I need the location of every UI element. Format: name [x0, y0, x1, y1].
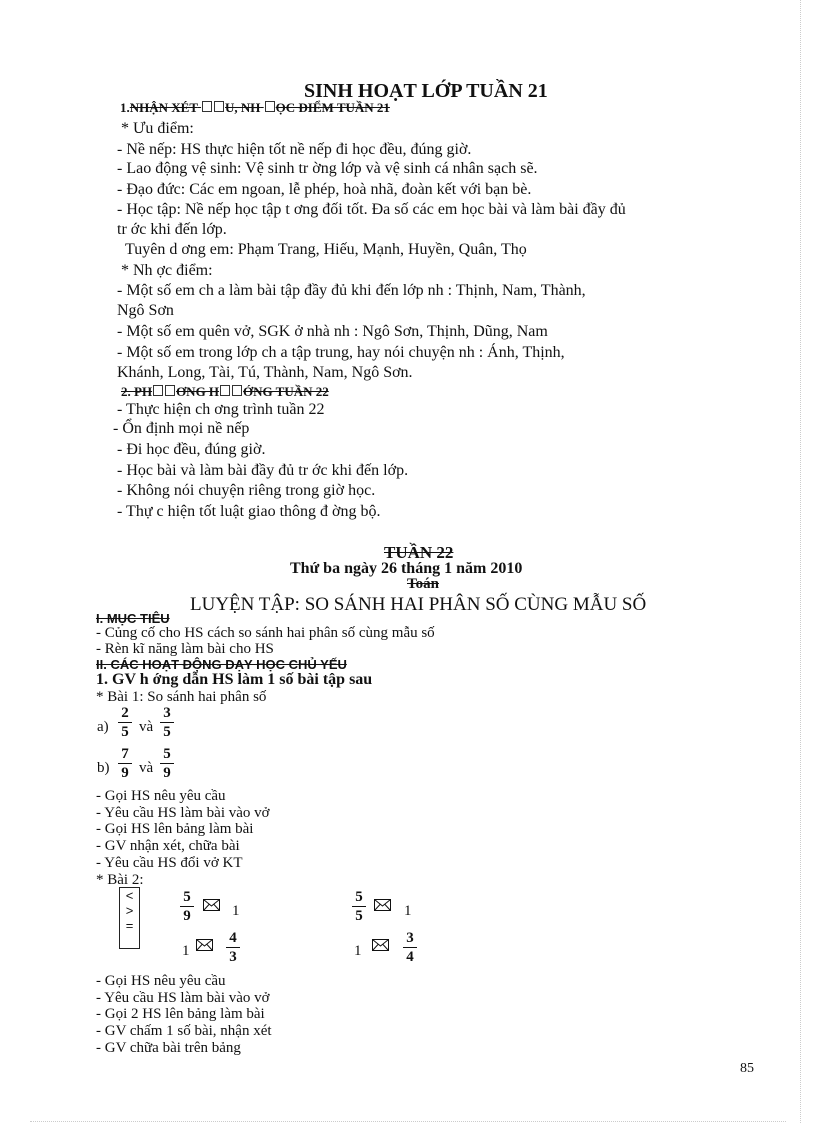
list-item: - Nề nếp: HS thực hiện tốt nề nếp đi học đều, đúng giờ.	[117, 141, 472, 158]
section2-heading: 2. PH ƠNG H ỚNG TUẦN 22	[121, 384, 329, 399]
missing-glyph-icon	[165, 385, 175, 396]
list-item: - Rèn kĩ năng làm bài cho HS	[96, 641, 274, 657]
list-item: - Đi học đều, đúng giờ.	[117, 441, 266, 458]
subject-heading: Toán	[407, 576, 439, 592]
comparison-symbols-box: < > =	[119, 887, 140, 949]
list-item: - Gọi HS nêu yêu cầu	[96, 973, 226, 989]
list-item: - Một số em ch a làm bài tập đầy đủ khi đến lớp nh : Thịnh, Nam, Thành,	[117, 282, 586, 299]
page-number: 85	[740, 1061, 754, 1076]
week-heading: TUẦN 22	[384, 543, 454, 562]
missing-glyph-icon	[265, 101, 275, 112]
nhuoc-diem-label: * Nh ợc điểm:	[121, 262, 213, 279]
list-item-cont: Khánh, Long, Tài, Tú, Thành, Nam, Ngô Sơn.	[117, 364, 413, 381]
list-item: - Củng cố cho HS cách so sánh hai phân số cùng mẫu số	[96, 625, 435, 641]
hoat-dong-heading: II. CÁC HOẠT ĐỘNG DẠY HỌC CHỦ YẾU	[96, 657, 347, 672]
fraction-b2: $\frac{5}{9}$	[160, 747, 174, 781]
list-item: - Không nói chuyện riêng trong giờ học.	[117, 482, 376, 499]
uu-diem-label: * Ưu điểm:	[121, 120, 194, 137]
bai2-label: * Bài 2:	[96, 872, 144, 888]
page-edge-divider	[30, 1121, 786, 1122]
section1-heading: 1.NHẬN XÉT U, NH ỌC ĐIỂM TUẦN 21	[120, 100, 390, 115]
blank-box-icon	[372, 939, 389, 951]
list-item: - Thực hiện ch ơng trình tuần 22	[117, 401, 325, 418]
lesson-date: Thứ ba ngày 26 tháng 1 năm 2010	[290, 560, 523, 577]
list-item: - Học tập: Nề nếp học tập t ơng đối tốt. Đa số các em học bài và làm bài đầy đủ	[117, 201, 626, 218]
number-one: 1	[354, 943, 362, 959]
list-item: - Lao động vệ sinh: Vệ sinh tr ờng lớp và vệ sinh cá nhân sạch sẽ.	[117, 160, 538, 177]
fraction-c1: $\frac{5}{9}$	[180, 890, 194, 924]
fraction-a1: $\frac{2}{5}$	[118, 706, 132, 740]
list-item-cont: Ngô Sơn	[117, 302, 174, 319]
list-item: - Yêu cầu HS đổi vở KT	[96, 855, 243, 871]
fraction-c4: $\frac{3}{4}$	[403, 931, 417, 965]
number-one: 1	[232, 903, 240, 919]
va-label: và	[139, 760, 154, 776]
blank-box-icon	[196, 939, 213, 951]
missing-glyph-icon	[153, 385, 163, 396]
number-one: 1	[404, 903, 412, 919]
list-item: - Một số em quên vở, SGK ở nhà nh : Ngô Sơn, Thịnh, Dũng, Nam	[117, 323, 548, 340]
fraction-b1: $\frac{7}{9}$	[118, 747, 132, 781]
list-item: - Ổn định mọi nề nếp	[113, 420, 250, 437]
list-item: - Gọi HS nêu yêu cầu	[96, 788, 226, 804]
fraction-c3: $\frac{4}{3}$	[226, 931, 240, 965]
list-item: - Yêu cầu HS làm bài vào vở	[96, 805, 270, 821]
list-item: - Yêu cầu HS làm bài vào vở	[96, 990, 270, 1006]
page-edge-divider	[800, 0, 801, 1123]
number-one: 1	[182, 943, 190, 959]
missing-glyph-icon	[214, 101, 224, 112]
list-item: - Học bài và làm bài đầy đủ tr ớc khi đến lớp.	[117, 462, 409, 479]
lesson-title: LUYỆN TẬP: SO SÁNH HAI PHÂN SỐ CÙNG MẪU SỐ	[190, 594, 647, 615]
fraction-c2: $\frac{5}{5}$	[352, 890, 366, 924]
gv-heading: 1. GV h ớng dẫn HS làm 1 số bài tập sau	[96, 671, 373, 688]
tuyen-duong: Tuyên d ơng em: Phạm Trang, Hiếu, Mạnh, Huyền, Quân, Thọ	[125, 241, 527, 258]
list-item: - GV chấm 1 số bài, nhận xét	[96, 1023, 272, 1039]
page-title: SINH HOẠT LỚP TUẦN 21	[304, 80, 548, 102]
bai1-b-label: b)	[97, 760, 110, 776]
missing-glyph-icon	[202, 101, 212, 112]
missing-glyph-icon	[220, 385, 230, 396]
list-item: - Một số em trong lớp ch a tập trung, hay nói chuyện nh : Ánh, Thịnh,	[117, 344, 565, 361]
list-item-cont: tr ớc khi đến lớp.	[117, 221, 227, 238]
missing-glyph-icon	[232, 385, 242, 396]
list-item: - Thự c hiện tốt luật giao thông đ ờng bộ.	[117, 503, 381, 520]
list-item: - Đạo đức: Các em ngoan, lễ phép, hoà nhã, đoàn kết với bạn bè.	[117, 181, 532, 198]
blank-box-icon	[374, 899, 391, 911]
list-item: - GV chữa bài trên bảng	[96, 1040, 241, 1056]
blank-box-icon	[203, 899, 220, 911]
bai1-label: * Bài 1: So sánh hai phân số	[96, 689, 267, 705]
list-item: - Gọi HS lên bảng làm bài	[96, 821, 254, 837]
bai1-a-label: a)	[97, 719, 109, 735]
fraction-a2: $\frac{3}{5}$	[160, 706, 174, 740]
list-item: - GV nhận xét, chữa bài	[96, 838, 240, 854]
list-item: - Gọi 2 HS lên bảng làm bài	[96, 1006, 265, 1022]
muc-tieu-heading: I. MỤC TIÊU	[96, 611, 170, 626]
va-label: và	[139, 719, 154, 735]
